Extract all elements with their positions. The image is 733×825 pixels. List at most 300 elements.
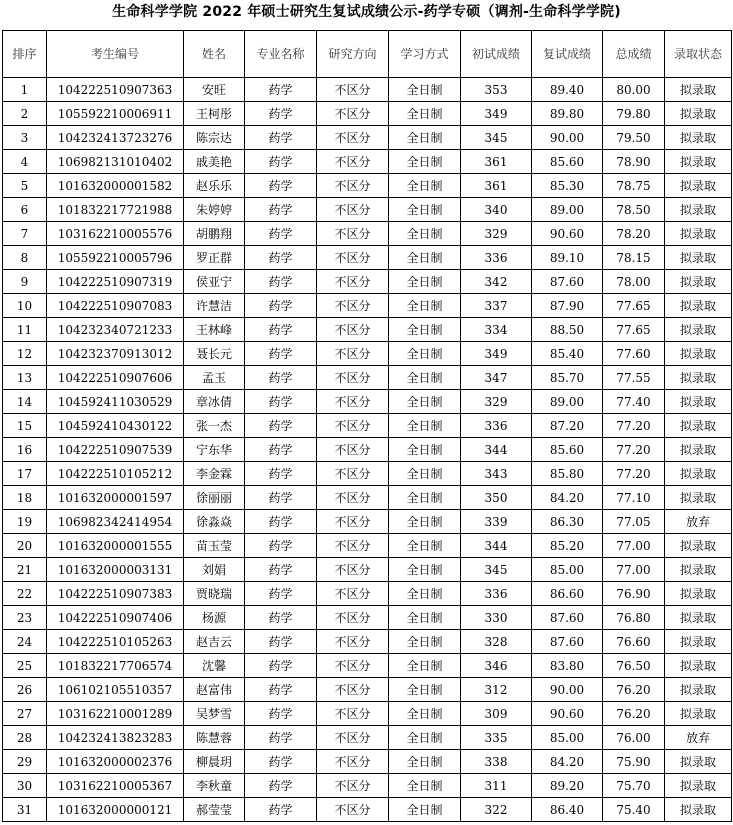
cell-admission-status: 拟录取 [665, 294, 732, 318]
cell-admission-status: 拟录取 [665, 366, 732, 390]
cell-initial-score: 337 [461, 294, 532, 318]
table-row [3, 78, 732, 102]
cell-exam-id: 106982342414954 [47, 510, 184, 534]
cell-retest-score: 85.80 [532, 462, 603, 486]
cell-major: 药学 [245, 798, 317, 822]
cell-study-mode: 全日制 [389, 654, 461, 678]
table-row [3, 102, 732, 126]
cell-exam-id: 101632000002376 [47, 750, 184, 774]
cell-total-score: 77.00 [603, 534, 665, 558]
table-row [3, 606, 732, 630]
cell-major: 药学 [245, 750, 317, 774]
cell-rank: 19 [3, 510, 47, 534]
cell-admission-status: 拟录取 [665, 558, 732, 582]
cell-direction: 不区分 [317, 702, 389, 726]
cell-total-score: 77.20 [603, 414, 665, 438]
cell-initial-score: 361 [461, 174, 532, 198]
cell-total-score: 77.65 [603, 318, 665, 342]
cell-name: 郝莹莹 [184, 798, 245, 822]
header-major: 专业名称 [245, 31, 317, 78]
cell-admission-status: 拟录取 [665, 774, 732, 798]
cell-rank: 27 [3, 702, 47, 726]
cell-exam-id: 103162210001289 [47, 702, 184, 726]
cell-major: 药学 [245, 438, 317, 462]
cell-major: 药学 [245, 246, 317, 270]
cell-direction: 不区分 [317, 78, 389, 102]
cell-study-mode: 全日制 [389, 102, 461, 126]
cell-rank: 7 [3, 222, 47, 246]
cell-retest-score: 89.40 [532, 78, 603, 102]
cell-major: 药学 [245, 78, 317, 102]
cell-exam-id: 104592411030529 [47, 390, 184, 414]
cell-admission-status: 拟录取 [665, 414, 732, 438]
cell-name: 胡鹏翔 [184, 222, 245, 246]
cell-major: 药学 [245, 150, 317, 174]
cell-retest-score: 86.60 [532, 582, 603, 606]
cell-study-mode: 全日制 [389, 438, 461, 462]
cell-initial-score: 349 [461, 102, 532, 126]
header-admission-status: 录取状态 [665, 31, 732, 78]
cell-name: 李金霖 [184, 462, 245, 486]
cell-total-score: 77.60 [603, 342, 665, 366]
cell-retest-score: 83.80 [532, 654, 603, 678]
cell-direction: 不区分 [317, 390, 389, 414]
cell-total-score: 78.15 [603, 246, 665, 270]
table-row [3, 558, 732, 582]
cell-total-score: 77.65 [603, 294, 665, 318]
cell-exam-id: 104232340721233 [47, 318, 184, 342]
cell-study-mode: 全日制 [389, 606, 461, 630]
cell-total-score: 76.20 [603, 702, 665, 726]
table-row [3, 702, 732, 726]
cell-name: 戚美艳 [184, 150, 245, 174]
cell-exam-id: 101632000001582 [47, 174, 184, 198]
cell-initial-score: 334 [461, 318, 532, 342]
cell-name: 赵富伟 [184, 678, 245, 702]
cell-admission-status: 拟录取 [665, 126, 732, 150]
cell-exam-id: 106102105510357 [47, 678, 184, 702]
cell-rank: 21 [3, 558, 47, 582]
cell-retest-score: 87.20 [532, 414, 603, 438]
cell-retest-score: 85.60 [532, 150, 603, 174]
cell-direction: 不区分 [317, 222, 389, 246]
cell-study-mode: 全日制 [389, 126, 461, 150]
cell-study-mode: 全日制 [389, 774, 461, 798]
table-row [3, 126, 732, 150]
cell-rank: 2 [3, 102, 47, 126]
cell-major: 药学 [245, 678, 317, 702]
cell-admission-status: 拟录取 [665, 678, 732, 702]
cell-retest-score: 89.00 [532, 198, 603, 222]
cell-major: 药学 [245, 654, 317, 678]
cell-admission-status: 拟录取 [665, 174, 732, 198]
table-body [3, 78, 732, 822]
cell-retest-score: 85.60 [532, 438, 603, 462]
cell-study-mode: 全日制 [389, 174, 461, 198]
cell-direction: 不区分 [317, 462, 389, 486]
cell-admission-status: 拟录取 [665, 486, 732, 510]
cell-major: 药学 [245, 510, 317, 534]
cell-rank: 30 [3, 774, 47, 798]
cell-direction: 不区分 [317, 606, 389, 630]
cell-direction: 不区分 [317, 318, 389, 342]
cell-exam-id: 101632000000121 [47, 798, 184, 822]
table-row [3, 726, 732, 750]
cell-rank: 16 [3, 438, 47, 462]
cell-direction: 不区分 [317, 798, 389, 822]
header-retest-score: 复试成绩 [532, 31, 603, 78]
cell-admission-status: 拟录取 [665, 654, 732, 678]
cell-rank: 11 [3, 318, 47, 342]
cell-total-score: 76.60 [603, 630, 665, 654]
cell-direction: 不区分 [317, 774, 389, 798]
cell-retest-score: 90.00 [532, 678, 603, 702]
cell-total-score: 77.40 [603, 390, 665, 414]
cell-study-mode: 全日制 [389, 366, 461, 390]
cell-study-mode: 全日制 [389, 222, 461, 246]
cell-total-score: 78.90 [603, 150, 665, 174]
cell-total-score: 79.50 [603, 126, 665, 150]
cell-study-mode: 全日制 [389, 510, 461, 534]
cell-initial-score: 345 [461, 558, 532, 582]
cell-study-mode: 全日制 [389, 78, 461, 102]
results-table [2, 30, 732, 822]
cell-name: 徐淼焱 [184, 510, 245, 534]
cell-direction: 不区分 [317, 654, 389, 678]
cell-study-mode: 全日制 [389, 798, 461, 822]
cell-rank: 1 [3, 78, 47, 102]
cell-total-score: 76.90 [603, 582, 665, 606]
cell-initial-score: 336 [461, 414, 532, 438]
cell-exam-id: 104222510907083 [47, 294, 184, 318]
cell-retest-score: 84.20 [532, 486, 603, 510]
cell-name: 张一杰 [184, 414, 245, 438]
cell-retest-score: 86.30 [532, 510, 603, 534]
cell-initial-score: 349 [461, 342, 532, 366]
cell-exam-id: 106982131010402 [47, 150, 184, 174]
cell-admission-status: 拟录取 [665, 798, 732, 822]
cell-exam-id: 104592410430122 [47, 414, 184, 438]
cell-retest-score: 84.20 [532, 750, 603, 774]
table-row [3, 366, 732, 390]
cell-direction: 不区分 [317, 558, 389, 582]
cell-direction: 不区分 [317, 198, 389, 222]
cell-admission-status: 拟录取 [665, 630, 732, 654]
header-name: 姓名 [184, 31, 245, 78]
cell-admission-status: 拟录取 [665, 582, 732, 606]
cell-major: 药学 [245, 102, 317, 126]
cell-study-mode: 全日制 [389, 534, 461, 558]
cell-initial-score: 345 [461, 126, 532, 150]
cell-retest-score: 85.20 [532, 534, 603, 558]
cell-rank: 28 [3, 726, 47, 750]
cell-exam-id: 105592210006911 [47, 102, 184, 126]
cell-rank: 13 [3, 366, 47, 390]
cell-direction: 不区分 [317, 102, 389, 126]
cell-rank: 22 [3, 582, 47, 606]
cell-name: 沈馨 [184, 654, 245, 678]
cell-retest-score: 85.00 [532, 726, 603, 750]
table-row [3, 486, 732, 510]
cell-retest-score: 85.40 [532, 342, 603, 366]
cell-name: 吴梦雪 [184, 702, 245, 726]
cell-total-score: 75.70 [603, 774, 665, 798]
cell-direction: 不区分 [317, 150, 389, 174]
cell-name: 王柯彤 [184, 102, 245, 126]
cell-retest-score: 90.60 [532, 702, 603, 726]
cell-initial-score: 311 [461, 774, 532, 798]
cell-direction: 不区分 [317, 678, 389, 702]
cell-initial-score: 329 [461, 222, 532, 246]
cell-direction: 不区分 [317, 246, 389, 270]
cell-major: 药学 [245, 390, 317, 414]
cell-major: 药学 [245, 294, 317, 318]
cell-admission-status: 拟录取 [665, 222, 732, 246]
cell-major: 药学 [245, 342, 317, 366]
cell-admission-status: 拟录取 [665, 198, 732, 222]
cell-initial-score: 338 [461, 750, 532, 774]
cell-rank: 23 [3, 606, 47, 630]
cell-initial-score: 343 [461, 462, 532, 486]
cell-direction: 不区分 [317, 414, 389, 438]
cell-name: 徐丽丽 [184, 486, 245, 510]
header-exam-id: 考生编号 [47, 31, 184, 78]
table-row [3, 678, 732, 702]
cell-total-score: 76.50 [603, 654, 665, 678]
cell-initial-score: 335 [461, 726, 532, 750]
cell-direction: 不区分 [317, 438, 389, 462]
cell-initial-score: 312 [461, 678, 532, 702]
table-row [3, 318, 732, 342]
cell-major: 药学 [245, 222, 317, 246]
cell-major: 药学 [245, 414, 317, 438]
cell-admission-status: 拟录取 [665, 750, 732, 774]
cell-total-score: 75.90 [603, 750, 665, 774]
cell-retest-score: 89.20 [532, 774, 603, 798]
cell-rank: 29 [3, 750, 47, 774]
cell-exam-id: 104222510105263 [47, 630, 184, 654]
cell-rank: 10 [3, 294, 47, 318]
cell-study-mode: 全日制 [389, 294, 461, 318]
table-row [3, 342, 732, 366]
cell-rank: 12 [3, 342, 47, 366]
cell-retest-score: 90.00 [532, 126, 603, 150]
cell-admission-status: 拟录取 [665, 438, 732, 462]
cell-initial-score: 322 [461, 798, 532, 822]
cell-admission-status: 拟录取 [665, 102, 732, 126]
header-study-mode: 学习方式 [389, 31, 461, 78]
cell-rank: 25 [3, 654, 47, 678]
cell-retest-score: 87.60 [532, 606, 603, 630]
table-row [3, 750, 732, 774]
cell-exam-id: 104232413723276 [47, 126, 184, 150]
cell-initial-score: 336 [461, 246, 532, 270]
cell-study-mode: 全日制 [389, 198, 461, 222]
table-row [3, 798, 732, 822]
cell-total-score: 80.00 [603, 78, 665, 102]
cell-initial-score: 346 [461, 654, 532, 678]
cell-major: 药学 [245, 270, 317, 294]
cell-initial-score: 329 [461, 390, 532, 414]
cell-initial-score: 344 [461, 438, 532, 462]
cell-major: 药学 [245, 486, 317, 510]
cell-total-score: 77.20 [603, 438, 665, 462]
cell-name: 李秋童 [184, 774, 245, 798]
table-row [3, 438, 732, 462]
cell-study-mode: 全日制 [389, 318, 461, 342]
table-row [3, 246, 732, 270]
cell-retest-score: 89.80 [532, 102, 603, 126]
cell-name: 侯亚宁 [184, 270, 245, 294]
cell-name: 贾晓瑞 [184, 582, 245, 606]
cell-retest-score: 87.90 [532, 294, 603, 318]
cell-name: 苗玉莹 [184, 534, 245, 558]
cell-total-score: 77.55 [603, 366, 665, 390]
header-row [3, 31, 732, 78]
cell-retest-score: 89.00 [532, 390, 603, 414]
table-row [3, 174, 732, 198]
cell-major: 药学 [245, 318, 317, 342]
cell-name: 赵乐乐 [184, 174, 245, 198]
cell-rank: 31 [3, 798, 47, 822]
table-row [3, 414, 732, 438]
cell-admission-status: 拟录取 [665, 150, 732, 174]
cell-admission-status: 拟录取 [665, 270, 732, 294]
cell-rank: 6 [3, 198, 47, 222]
cell-rank: 18 [3, 486, 47, 510]
cell-study-mode: 全日制 [389, 390, 461, 414]
cell-admission-status: 拟录取 [665, 246, 732, 270]
cell-exam-id: 101832217706574 [47, 654, 184, 678]
cell-total-score: 76.80 [603, 606, 665, 630]
table-row [3, 534, 732, 558]
cell-initial-score: 344 [461, 534, 532, 558]
cell-exam-id: 104222510105212 [47, 462, 184, 486]
cell-retest-score: 85.30 [532, 174, 603, 198]
table-row [3, 774, 732, 798]
cell-retest-score: 90.60 [532, 222, 603, 246]
cell-study-mode: 全日制 [389, 462, 461, 486]
cell-exam-id: 101632000001555 [47, 534, 184, 558]
cell-total-score: 75.40 [603, 798, 665, 822]
cell-direction: 不区分 [317, 510, 389, 534]
cell-study-mode: 全日制 [389, 582, 461, 606]
cell-name: 安旺 [184, 78, 245, 102]
cell-initial-score: 328 [461, 630, 532, 654]
cell-retest-score: 87.60 [532, 270, 603, 294]
cell-total-score: 78.20 [603, 222, 665, 246]
cell-exam-id: 101832217721988 [47, 198, 184, 222]
cell-retest-score: 85.70 [532, 366, 603, 390]
cell-major: 药学 [245, 126, 317, 150]
cell-exam-id: 103162210005367 [47, 774, 184, 798]
cell-major: 药学 [245, 558, 317, 582]
cell-direction: 不区分 [317, 366, 389, 390]
cell-total-score: 77.10 [603, 486, 665, 510]
cell-exam-id: 104222510907383 [47, 582, 184, 606]
cell-total-score: 78.00 [603, 270, 665, 294]
cell-name: 陈宗达 [184, 126, 245, 150]
cell-name: 王林峰 [184, 318, 245, 342]
cell-rank: 26 [3, 678, 47, 702]
cell-retest-score: 86.40 [532, 798, 603, 822]
cell-major: 药学 [245, 774, 317, 798]
cell-major: 药学 [245, 726, 317, 750]
cell-direction: 不区分 [317, 726, 389, 750]
cell-rank: 24 [3, 630, 47, 654]
cell-total-score: 77.00 [603, 558, 665, 582]
cell-exam-id: 101632000003131 [47, 558, 184, 582]
cell-initial-score: 342 [461, 270, 532, 294]
header-total-score: 总成绩 [603, 31, 665, 78]
cell-name: 宁东华 [184, 438, 245, 462]
cell-major: 药学 [245, 366, 317, 390]
header-direction: 研究方向 [317, 31, 389, 78]
cell-study-mode: 全日制 [389, 150, 461, 174]
cell-exam-id: 104222510907406 [47, 606, 184, 630]
cell-exam-id: 101632000001597 [47, 486, 184, 510]
cell-study-mode: 全日制 [389, 246, 461, 270]
cell-initial-score: 340 [461, 198, 532, 222]
cell-rank: 9 [3, 270, 47, 294]
cell-initial-score: 309 [461, 702, 532, 726]
cell-study-mode: 全日制 [389, 486, 461, 510]
cell-name: 柳晨玥 [184, 750, 245, 774]
cell-name: 孟玉 [184, 366, 245, 390]
cell-admission-status: 拟录取 [665, 462, 732, 486]
cell-admission-status: 拟录取 [665, 390, 732, 414]
cell-total-score: 77.20 [603, 462, 665, 486]
table-row [3, 390, 732, 414]
cell-admission-status: 拟录取 [665, 606, 732, 630]
cell-retest-score: 89.10 [532, 246, 603, 270]
cell-name: 章冰倩 [184, 390, 245, 414]
cell-major: 药学 [245, 702, 317, 726]
cell-name: 许慧洁 [184, 294, 245, 318]
cell-rank: 3 [3, 126, 47, 150]
cell-admission-status: 放弃 [665, 510, 732, 534]
cell-total-score: 76.00 [603, 726, 665, 750]
cell-retest-score: 88.50 [532, 318, 603, 342]
cell-major: 药学 [245, 174, 317, 198]
cell-name: 杨源 [184, 606, 245, 630]
cell-study-mode: 全日制 [389, 630, 461, 654]
cell-rank: 14 [3, 390, 47, 414]
header-initial-score: 初试成绩 [461, 31, 532, 78]
cell-study-mode: 全日制 [389, 702, 461, 726]
cell-study-mode: 全日制 [389, 750, 461, 774]
cell-admission-status: 拟录取 [665, 702, 732, 726]
cell-initial-score: 330 [461, 606, 532, 630]
cell-major: 药学 [245, 534, 317, 558]
cell-initial-score: 347 [461, 366, 532, 390]
cell-admission-status: 拟录取 [665, 78, 732, 102]
cell-initial-score: 339 [461, 510, 532, 534]
cell-study-mode: 全日制 [389, 558, 461, 582]
cell-exam-id: 105592210005796 [47, 246, 184, 270]
cell-rank: 17 [3, 462, 47, 486]
cell-retest-score: 87.60 [532, 630, 603, 654]
cell-study-mode: 全日制 [389, 342, 461, 366]
cell-major: 药学 [245, 582, 317, 606]
cell-exam-id: 104222510907319 [47, 270, 184, 294]
table-row [3, 198, 732, 222]
cell-name: 陈慧蓉 [184, 726, 245, 750]
cell-rank: 8 [3, 246, 47, 270]
cell-exam-id: 104222510907539 [47, 438, 184, 462]
cell-direction: 不区分 [317, 174, 389, 198]
table-row [3, 294, 732, 318]
